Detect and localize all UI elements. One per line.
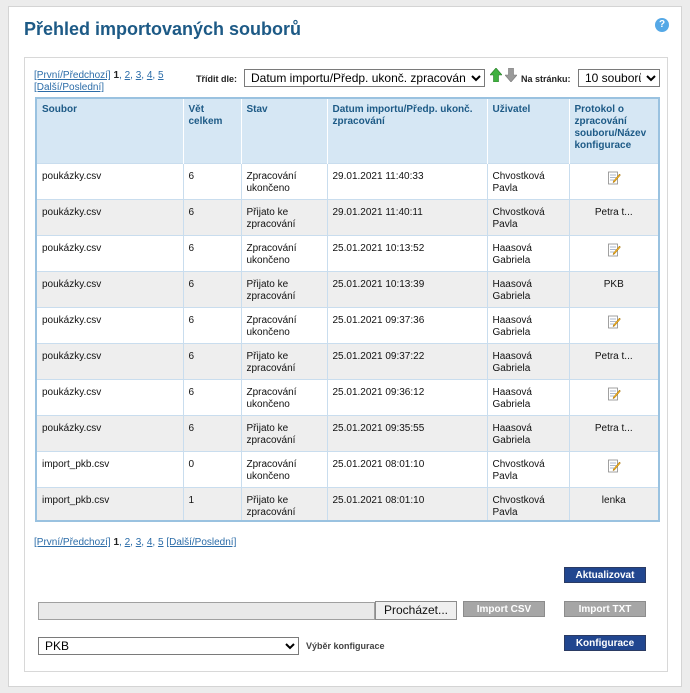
cell-user: Haasová Gabriela — [487, 343, 569, 379]
cell-user: Haasová Gabriela — [487, 415, 569, 451]
green-up-arrow-icon[interactable] — [490, 68, 502, 82]
cell-protocol-icon[interactable] — [569, 163, 658, 199]
cell-count: 6 — [183, 235, 241, 271]
pager-top: [První/Předchozí] 1, 2, 3, 4, 5 [Další/Poslední] — [34, 70, 164, 93]
cell-file: poukázky.csv — [37, 307, 183, 343]
pager-bottom: [První/Předchozí] 1, 2, 3, 4, 5 [Další/Poslední] — [34, 537, 237, 548]
table-body — [37, 163, 658, 522]
cell-count: 1 — [183, 487, 241, 522]
cell-state: Přijato ke zpracování — [241, 415, 327, 451]
cell-date: 25.01.2021 09:35:55 — [327, 415, 487, 451]
cell-count: 6 — [183, 307, 241, 343]
pager-page-4-link[interactable]: 4 — [146, 70, 153, 81]
col-header-count[interactable]: Vět celkem — [183, 99, 241, 163]
cell-date: 29.01.2021 11:40:11 — [327, 199, 487, 235]
pager-current-page: 1 — [113, 70, 120, 81]
cell-date: 25.01.2021 09:36:12 — [327, 379, 487, 415]
table-row — [37, 163, 658, 199]
pager-current-page: 1 — [113, 537, 120, 548]
cell-user: Chvostková Pavla — [487, 163, 569, 199]
cell-protocol: Petra t... — [569, 415, 658, 451]
cell-file: poukázky.csv — [37, 163, 183, 199]
cell-count: 6 — [183, 199, 241, 235]
gray-down-arrow-icon[interactable] — [505, 68, 517, 82]
files-table — [37, 99, 658, 522]
cell-state: Zpracování ukončeno — [241, 235, 327, 271]
table-row — [37, 451, 658, 487]
table-row — [37, 487, 658, 522]
perpage-label: Na stránku: — [521, 74, 571, 84]
pager-page-4-link[interactable]: 4 — [146, 537, 153, 548]
config-select[interactable] — [38, 637, 299, 655]
edit-document-icon[interactable] — [607, 387, 621, 401]
cell-state: Zpracování ukončeno — [241, 307, 327, 343]
perpage-select[interactable] — [578, 69, 660, 87]
col-header-state[interactable]: Stav — [241, 99, 327, 163]
cell-protocol-icon[interactable] — [569, 379, 658, 415]
cell-count: 6 — [183, 271, 241, 307]
cell-state: Přijato ke zpracování — [241, 487, 327, 522]
cell-date: 25.01.2021 08:01:10 — [327, 487, 487, 522]
cell-count: 6 — [183, 379, 241, 415]
cell-state: Přijato ke zpracování — [241, 271, 327, 307]
cell-user: Haasová Gabriela — [487, 307, 569, 343]
browse-button[interactable]: Procházet... — [375, 601, 457, 620]
cell-file: poukázky.csv — [37, 271, 183, 307]
cell-protocol: Petra t... — [569, 343, 658, 379]
cell-date: 25.01.2021 10:13:39 — [327, 271, 487, 307]
pager-next-last-link[interactable]: [Další/Poslední] — [34, 82, 105, 93]
cell-file: import_pkb.csv — [37, 451, 183, 487]
table-header-row — [37, 99, 658, 163]
sort-label: Třídit dle: — [196, 74, 237, 84]
table-row — [37, 307, 658, 343]
config-button[interactable]: Konfigurace — [564, 635, 646, 651]
cell-count: 6 — [183, 343, 241, 379]
col-header-file[interactable]: Soubor — [37, 99, 183, 163]
cell-user: Haasová Gabriela — [487, 235, 569, 271]
pager-page-5-link[interactable]: 5 — [157, 70, 164, 81]
import-csv-button[interactable]: Import CSV — [463, 601, 545, 617]
pager-first-prev-link[interactable]: [První/Předchozí] — [34, 537, 111, 548]
cell-protocol-icon[interactable] — [569, 307, 658, 343]
cell-date: 25.01.2021 09:37:36 — [327, 307, 487, 343]
table-row — [37, 379, 658, 415]
main-panel — [8, 6, 682, 687]
table-row — [37, 235, 658, 271]
cell-state: Přijato ke zpracování — [241, 199, 327, 235]
col-header-user[interactable]: Uživatel — [487, 99, 569, 163]
cell-user: Chvostková Pavla — [487, 451, 569, 487]
edit-document-icon[interactable] — [607, 171, 621, 185]
cell-file: poukázky.csv — [37, 343, 183, 379]
cell-count: 6 — [183, 415, 241, 451]
cell-protocol-icon[interactable] — [569, 235, 658, 271]
table-row — [37, 343, 658, 379]
col-header-protocol[interactable]: Protokol o zpracování souboru/Název konfigurace — [569, 99, 658, 163]
pager-page-5-link[interactable]: 5 — [157, 537, 164, 548]
file-path-field[interactable] — [38, 602, 375, 620]
page-title: Přehled importovaných souborů — [24, 19, 302, 39]
edit-document-icon[interactable] — [607, 315, 621, 329]
cell-file: poukázky.csv — [37, 415, 183, 451]
cell-count: 0 — [183, 451, 241, 487]
cell-user: Haasová Gabriela — [487, 379, 569, 415]
cell-protocol: lenka — [569, 487, 658, 522]
cell-user: Chvostková Pavla — [487, 487, 569, 522]
cell-state: Zpracování ukončeno — [241, 451, 327, 487]
cell-state: Přijato ke zpracování — [241, 343, 327, 379]
cell-state: Zpracování ukončeno — [241, 379, 327, 415]
cell-file: poukázky.csv — [37, 199, 183, 235]
pager-next-last-link[interactable]: [Další/Poslední] — [166, 537, 237, 548]
table-row — [37, 415, 658, 451]
cell-date: 25.01.2021 09:37:22 — [327, 343, 487, 379]
help-icon[interactable]: ? — [655, 18, 669, 32]
sort-select[interactable] — [244, 69, 485, 87]
cell-date: 25.01.2021 10:13:52 — [327, 235, 487, 271]
cell-file: poukázky.csv — [37, 379, 183, 415]
cell-file: poukázky.csv — [37, 235, 183, 271]
cell-protocol: PKB — [569, 271, 658, 307]
cell-date: 29.01.2021 11:40:33 — [327, 163, 487, 199]
pager-page-3-link[interactable]: 3 — [135, 70, 142, 81]
cell-protocol: Petra t... — [569, 199, 658, 235]
pager-page-2-link[interactable]: 2 — [124, 537, 131, 548]
cell-user: Haasová Gabriela — [487, 271, 569, 307]
edit-document-icon[interactable] — [607, 243, 621, 257]
pager-first-prev-link[interactable]: [První/Předchozí] — [34, 70, 111, 81]
edit-document-icon[interactable] — [607, 459, 621, 473]
cell-state: Zpracování ukončeno — [241, 163, 327, 199]
files-table-container — [35, 97, 660, 522]
col-header-date[interactable]: Datum importu/Předp. ukonč. zpracování — [327, 99, 487, 163]
cell-date: 25.01.2021 08:01:10 — [327, 451, 487, 487]
import-txt-button[interactable]: Import TXT — [564, 601, 646, 617]
cell-user: Chvostková Pavla — [487, 199, 569, 235]
cell-file: import_pkb.csv — [37, 487, 183, 522]
refresh-button[interactable]: Aktualizovat — [564, 567, 646, 583]
cell-count: 6 — [183, 163, 241, 199]
table-row — [37, 271, 658, 307]
pager-page-3-link[interactable]: 3 — [135, 537, 142, 548]
pager-page-2-link[interactable]: 2 — [124, 70, 131, 81]
config-label: Výběr konfigurace — [306, 641, 385, 651]
cell-protocol-icon[interactable] — [569, 451, 658, 487]
table-row — [37, 199, 658, 235]
